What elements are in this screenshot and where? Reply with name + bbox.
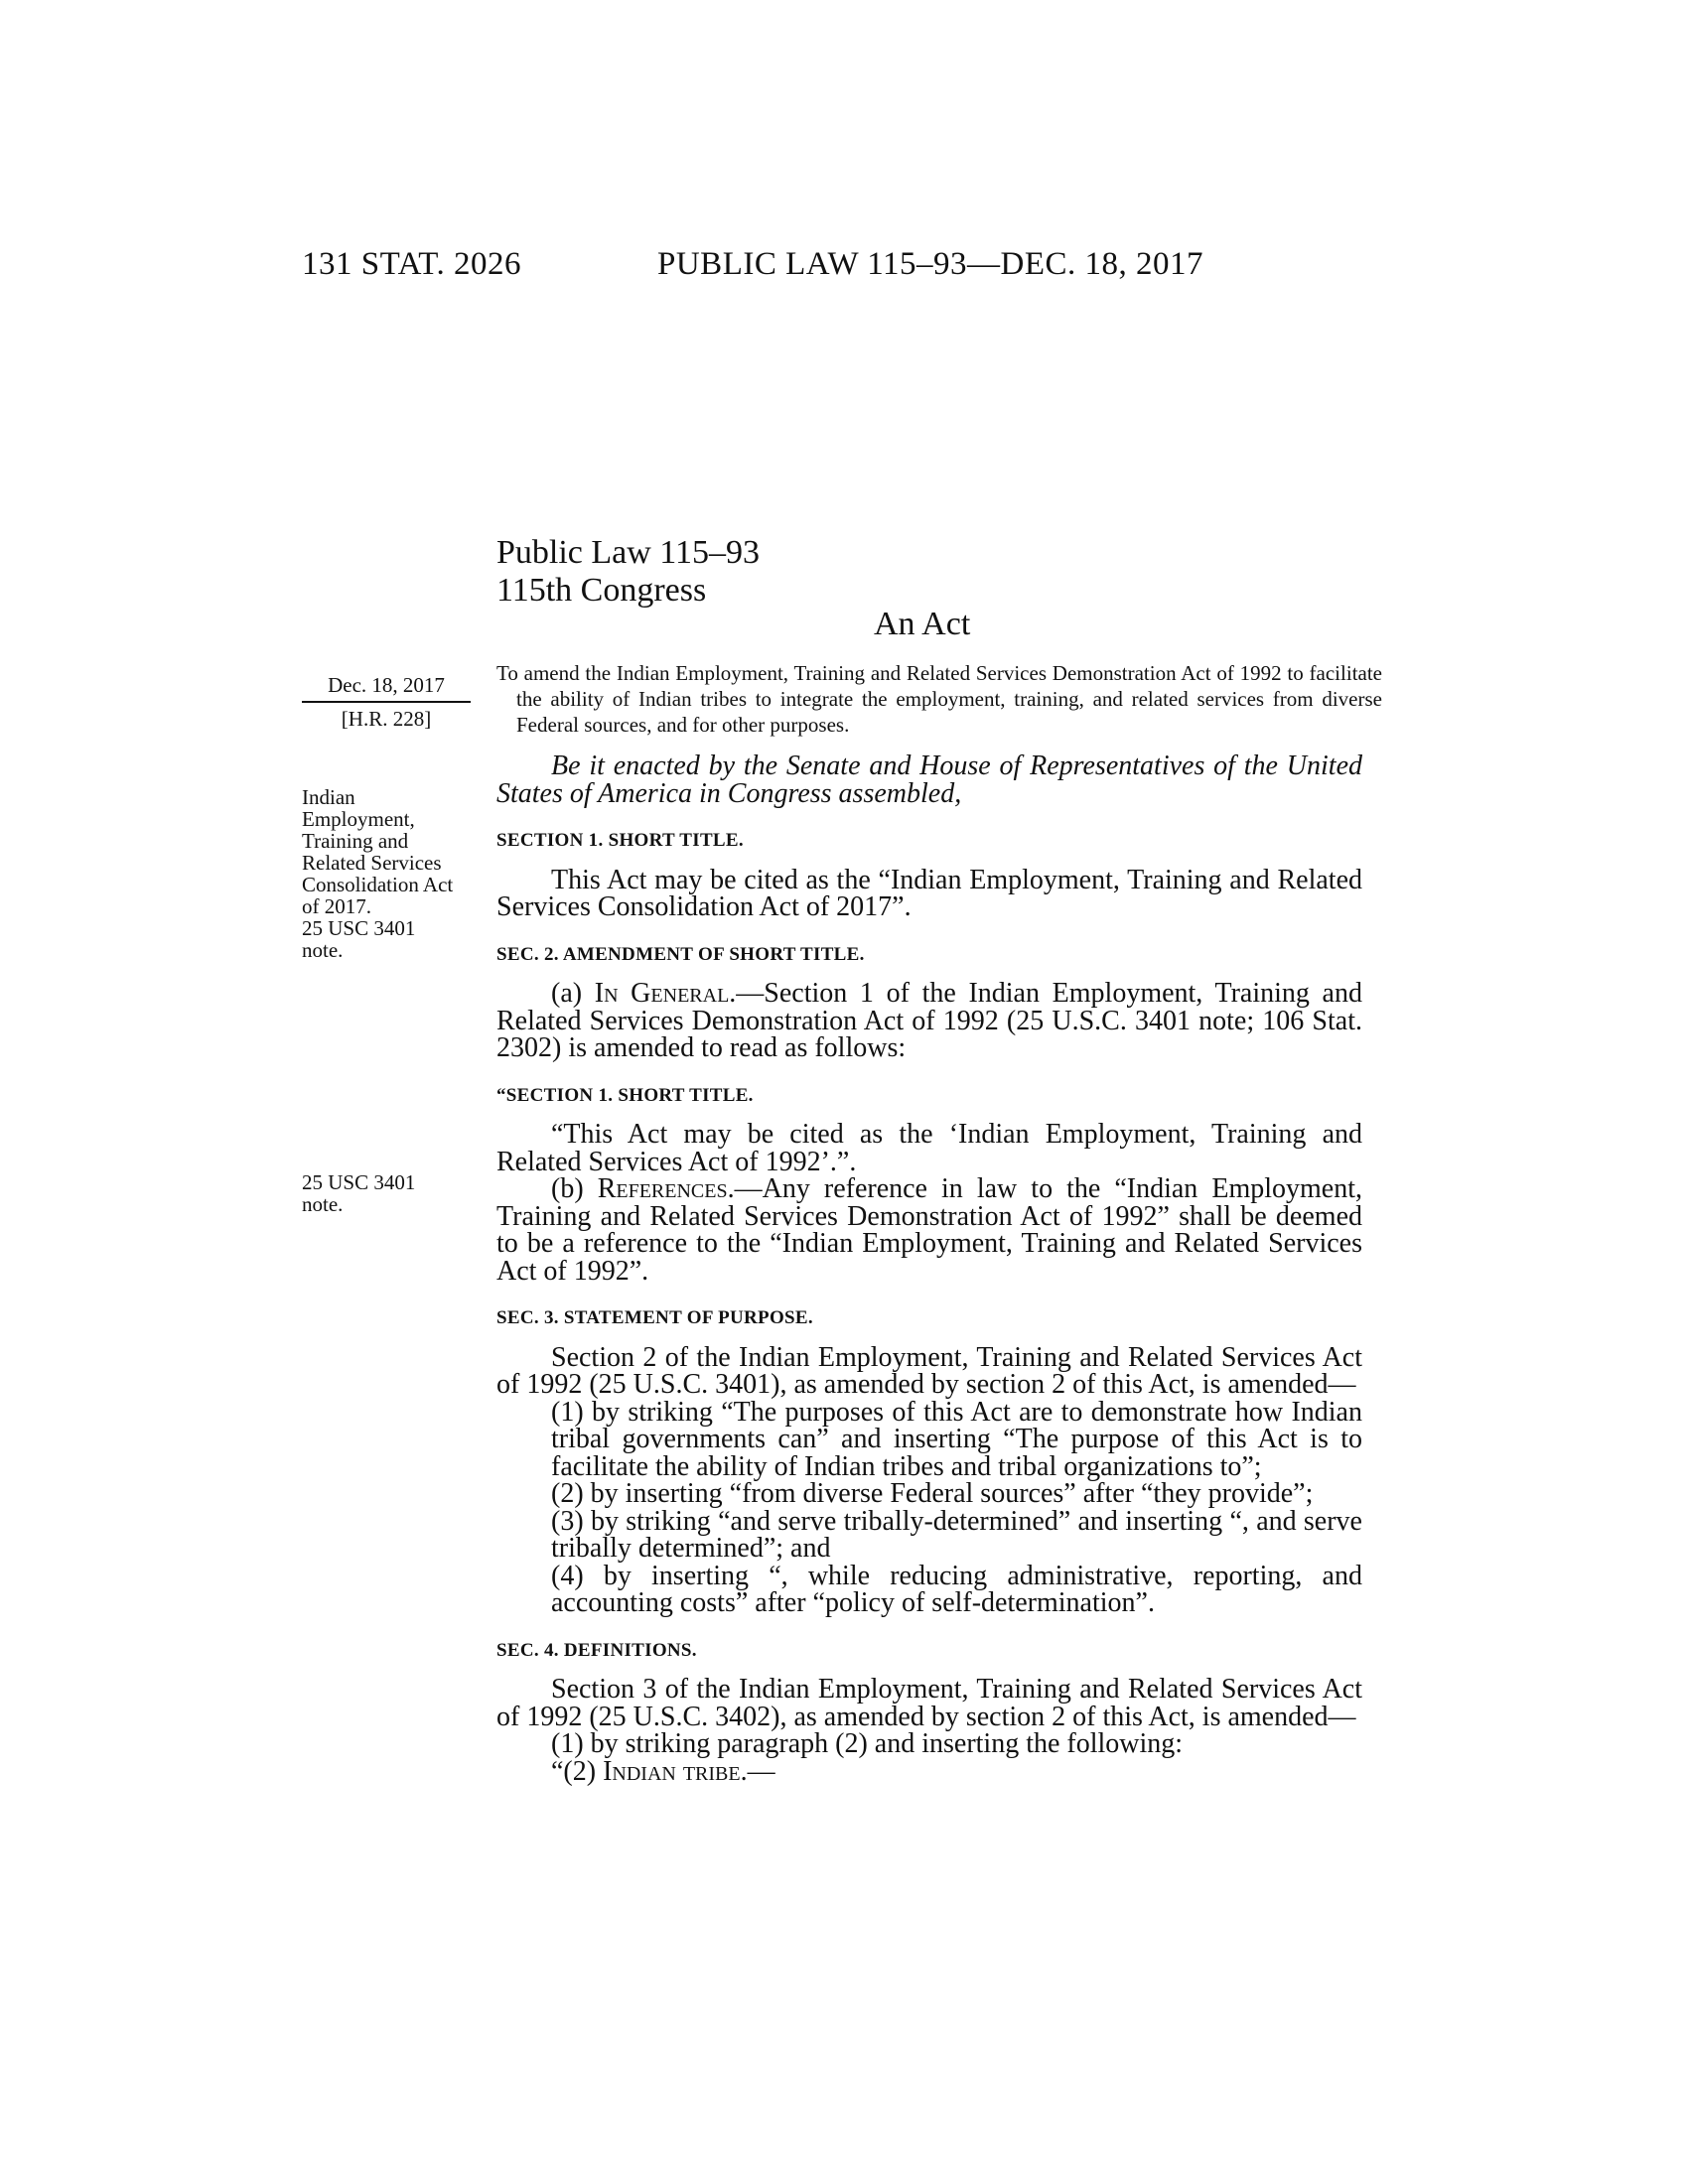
an-act-heading: An Act <box>874 606 971 642</box>
section-1-text: This Act may be cited as the “Indian Employment, Training and Related Services Consolidation Act of 2017”. <box>496 864 1362 922</box>
section-3-item: (1) by striking “The purposes of this Act are to demonstrate how Indian tribal governments can” and inserting “The purpose of this Act is to facilitate the ability of Indian tribes and tribal organizations to”; <box>551 1396 1362 1482</box>
margin-note-short-title: Indian Employment, Training and Related Services Consolidation Act of 2017. 25 USC 3401 note. <box>302 785 454 962</box>
section-4-intro: Section 3 of the Indian Employment, Training and Related Services Act of 1992 (25 U.S.C. 3402), as amended by section 2 of this Act, is amended— <box>496 1674 1362 1732</box>
margin-note-reference: 25 USC 3401 note. <box>302 1170 416 1216</box>
page-number: 131 STAT. 2026 <box>302 246 522 282</box>
section-3-item: (4) by inserting “, while reducing administrative, reporting, and accounting costs” after “policy of self-determination”. <box>551 1560 1362 1618</box>
margin-date: Dec. 18, 2017 <box>328 673 445 697</box>
act-purpose: To amend the Indian Employment, Training and Related Services Demonstration Act of 1992 to facilitate the ability of Indian tribes to integrate the employment, training, and related services from diverse Federal sources, and for other purposes. <box>496 661 1382 737</box>
section-1-heading: SECTION 1. SHORT TITLE. <box>496 830 744 851</box>
section-3-item: (3) by striking “and serve tribally-determined” and inserting “, and serve tribally determined”; and <box>551 1505 1362 1564</box>
public-law-number: Public Law 115–93 <box>496 534 761 571</box>
section-2-heading: SEC. 2. AMENDMENT OF SHORT TITLE. <box>496 943 865 965</box>
running-title: PUBLIC LAW 115–93—DEC. 18, 2017 <box>657 246 1204 282</box>
act-body <box>496 752 1362 1785</box>
section-4-heading: SEC. 4. DEFINITIONS. <box>496 1639 697 1661</box>
margin-divider <box>302 701 471 703</box>
quoted-section-text: “This Act may be cited as the ‘Indian Employment, Training and Related Services Act of 1992’.”. <box>496 1119 1362 1177</box>
section-3-heading: SEC. 3. STATEMENT OF PURPOSE. <box>496 1307 813 1328</box>
section-3-intro: Section 2 of the Indian Employment, Training and Related Services Act of 1992 (25 U.S.C. 3401), as amended by section 2 of this Act, is amended— <box>496 1341 1362 1400</box>
section-2a-text: (a) In General.—Section 1 of the Indian Employment, Training and Related Services Demonstration Act of 1992 (25 U.S.C. 3401 note; 106 Stat. 2302) is amended to read as follows: <box>496 978 1362 1063</box>
section-4-item: (1) by striking paragraph (2) and inserting the following: <box>551 1728 1184 1759</box>
section-4-quote: “(2) Indian tribe.— <box>551 1755 775 1787</box>
title-block <box>496 534 760 610</box>
section-3-item: (2) by inserting “from diverse Federal sources” after “they provide”; <box>551 1478 1314 1509</box>
section-2b-text: (b) References.—Any reference in law to the “Indian Employment, Training and Related Services Demonstration Act of 1992” shall be deemed to be a reference to the “Indian Employment, Training and Related Services Act of 1992”. <box>496 1173 1362 1287</box>
congress: 115th Congress <box>496 572 707 609</box>
quoted-section-heading: “SECTION 1. SHORT TITLE. <box>496 1084 754 1106</box>
enacting-clause: Be it enacted by the Senate and House of Representatives of the United States of America in Congress assembled, <box>496 751 1362 809</box>
margin-bill-number: [H.R. 228] <box>341 707 432 731</box>
